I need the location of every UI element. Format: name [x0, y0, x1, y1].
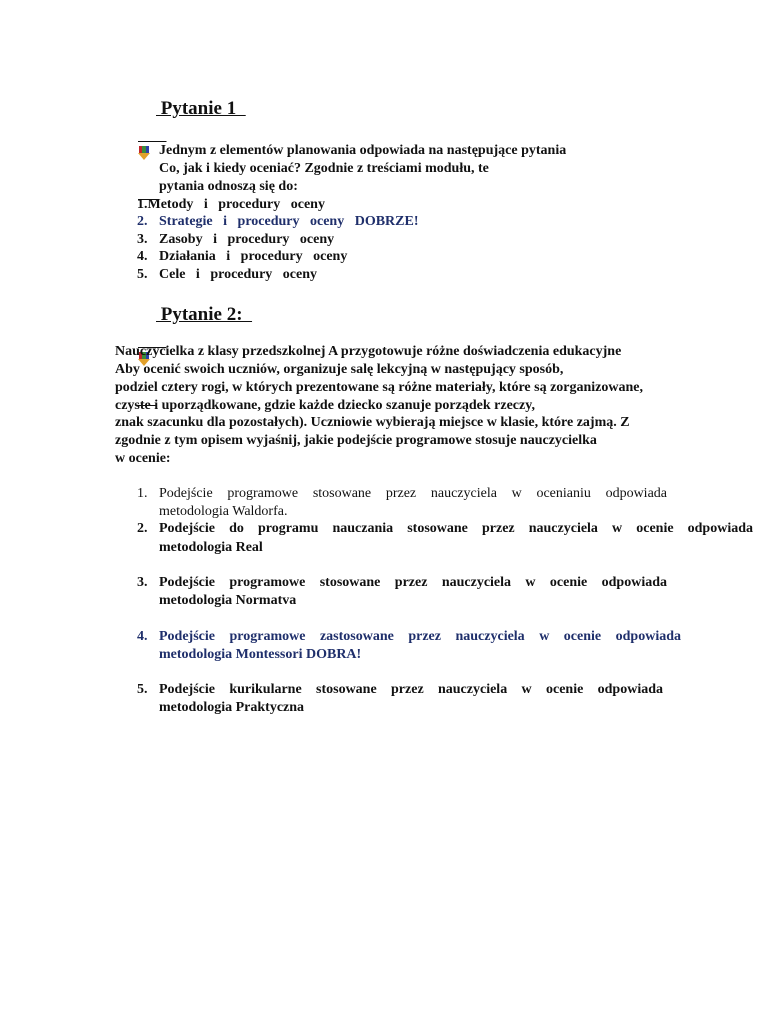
q2-option-2-line1: Podejście do programu nauczania stosowane przez nauczyciela w ocenie odpowiada [159, 521, 753, 536]
q2-option-4-line2-correct: metodologia Montessori DOBRA! [159, 647, 362, 662]
q1-intro-line: Jednym z elementów planowania odpowiada na następujące pytania [159, 143, 567, 158]
q2-option-1-line2: metodologia Waldorfa. [159, 504, 288, 519]
q2-option-5-number: 5. [137, 682, 148, 697]
q2-intro-line: podziel cztery rogi, w których prezentowane są różne materiały, które są zorganizowane, [115, 380, 644, 395]
q2-intro-line: Aby ocenić swoich uczniów, organizuje salę lekcyjną w następujący sposób, [115, 362, 564, 377]
q1-option-2-correct: Strategie i procedury oceny DOBRZE! [159, 214, 419, 229]
q2-intro-line: w ocenie: [115, 451, 171, 466]
q1-option-2-number: 2. [137, 214, 148, 229]
q2-intro-line: czyste i uporządkowane, gdzie każde dziecko szanuje porządek rzeczy, [115, 398, 535, 413]
q1-option-5: Cele i procedury oceny [159, 267, 317, 282]
question-2-heading [138, 304, 252, 326]
q2-intro-line: znak szacunku dla pozostałych). Uczniowie wybierają miejsce w klasie, które zajmą. Z [115, 415, 630, 430]
q2-option-3-line2: metodologia Normatva [159, 593, 297, 608]
q1-option-4-number: 4. [137, 249, 148, 264]
q2-option-2-number: 2. [137, 521, 148, 536]
arrow-down-bullet-icon [138, 308, 150, 322]
q1-option-5-number: 5. [137, 267, 148, 282]
q2-intro-line: zgodnie z tym opisem wyjaśnij, jakie podejście programowe stosuje nauczycielka [115, 433, 597, 448]
q2-option-4-number: 4. [137, 629, 148, 644]
q2-option-1-number: 1. [137, 486, 148, 501]
q2-option-4-line1-correct: Podejście programowe zastosowane przez nauczyciela w ocenie odpowiada [159, 629, 681, 644]
q2-option-3-number: 3. [137, 575, 148, 590]
question-1-title: Pytanie 1 [156, 98, 246, 119]
q2-option-1-line1: Podejście programowe stosowane przez nauczyciela w ocenianiu odpowiada [159, 486, 667, 501]
q1-option-4: Działania i procedury oceny [159, 249, 348, 264]
q1-option-3: Zasoby i procedury oceny [159, 232, 335, 247]
q2-option-2-line2: metodologia Real [159, 540, 263, 555]
question-2-title: Pytanie 2: [156, 304, 253, 325]
q1-intro-line: pytania odnoszą się do: [159, 179, 298, 194]
q1-option-3-number: 3. [137, 232, 148, 247]
question-1-heading [138, 98, 246, 120]
q1-option-1: 1.Metody i procedury oceny [137, 197, 325, 212]
q2-option-5-line2: metodologia Praktyczna [159, 700, 305, 715]
q1-intro-line: Co, jak i kiedy oceniać? Zgodnie z treściami modułu, te [159, 161, 489, 176]
q2-intro-line: Nauczycielka z klasy przedszkolnej A przygotowuje różne doświadczenia edukacyjne [115, 344, 622, 359]
q2-option-3-line1: Podejście programowe stosowane przez nauczyciela w ocenie odpowiada [159, 575, 667, 590]
arrow-down-bullet-icon [138, 102, 150, 116]
q2-option-5-line1: Podejście kurikularne stosowane przez nauczyciela w ocenie odpowiada [159, 682, 663, 697]
